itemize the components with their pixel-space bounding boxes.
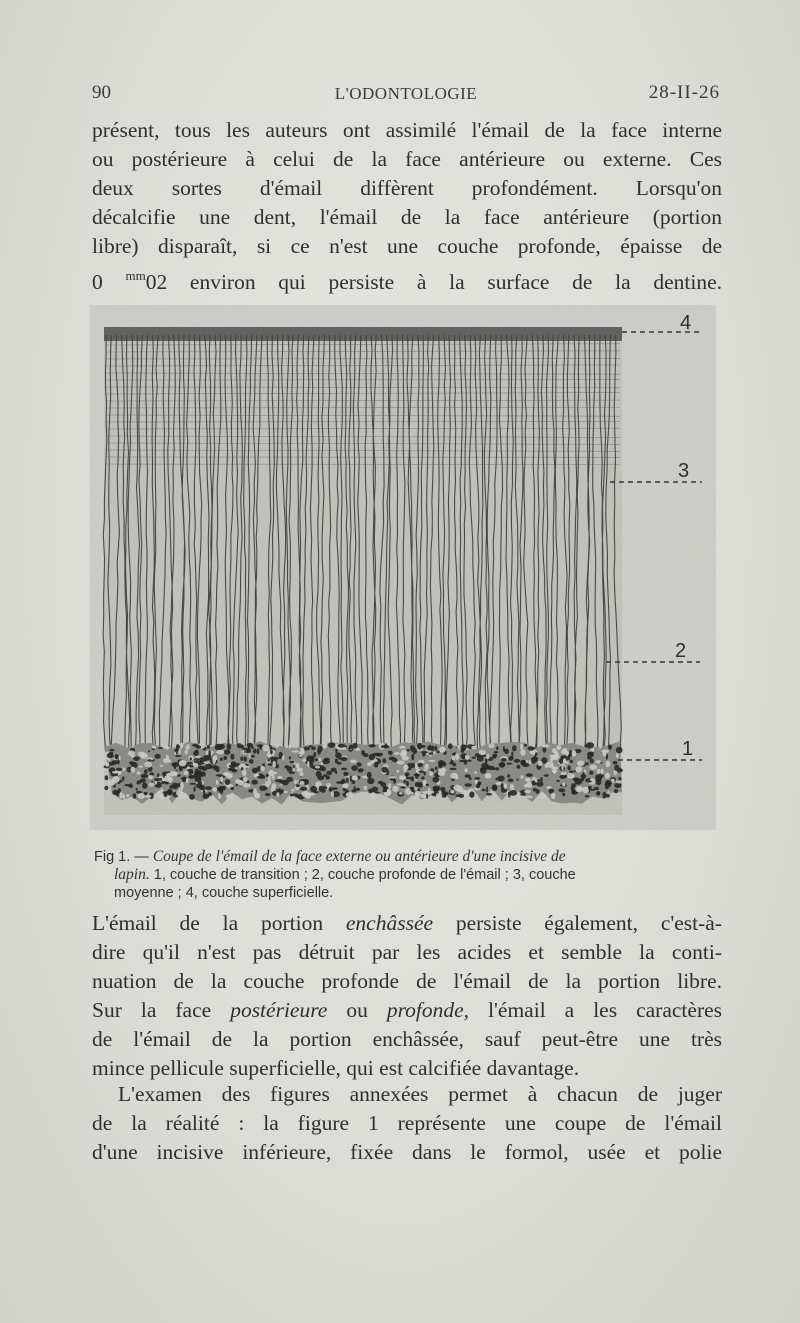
figure-caption [94,848,724,902]
text-fragment: Sur la face [92,998,231,1022]
label-1: 1 [682,738,694,760]
emphasis: enchâssée [345,911,434,935]
page-number: 90 [92,82,111,103]
text-line [92,996,722,1025]
text-line: dire qu'il n'est pas détruit par les acides et semble la conti- [92,940,722,964]
running-head [92,82,720,110]
measure-value: 0 [92,270,103,294]
text-fragment: l'émail a les caractères [469,998,723,1022]
measure-unit: mm [125,268,146,283]
label-3: 3 [678,460,690,482]
label-2: 2 [675,640,687,662]
paragraph-2 [92,909,722,1083]
text-line [92,261,722,297]
text-fragment: L'émail de la portion [92,911,346,935]
figure-enamel-section [90,305,716,830]
text-line: présent, tous les auteurs ont assimilé l'émail de la face interne [92,118,722,142]
text-line [92,909,722,938]
text-line: deux sortes d'émail diffèrent profondément. Lorsqu'on [92,176,722,200]
text-fragment: ou [327,998,387,1022]
caption-title-end: lapin. [114,866,150,883]
emphasis: profonde, [386,998,470,1022]
print-grain [90,305,716,830]
paragraph-1 [92,116,722,297]
text-line: ou postérieure à celui de la face antérieure ou externe. Ces [92,147,722,171]
caption-legend: 1, couche de transition ; 2, couche profonde de l'émail ; 3, couche [149,867,576,883]
text-line: de l'émail de la portion enchâssée, sauf peut-être une très [92,1027,722,1051]
text-fragment: 02 environ qui persiste à la surface de la dentine. [145,270,723,294]
text-line: de la réalité : la figure 1 représente une coupe de l'émail [92,1111,722,1135]
text-line: d'une incisive inférieure, fixée dans le formol, usée et polie [92,1140,722,1164]
caption-title: Coupe de l'émail de la face externe ou antérieure d'une incisive de [152,848,566,865]
text-line: L'examen des figures annexées permet à chacun de juger [118,1082,722,1106]
label-4: 4 [680,312,692,334]
caption-line: moyenne ; 4, couche superficielle. [114,885,334,901]
emphasis: postérieure [230,998,328,1022]
text-line: décalcifie une dent, l'émail de la face antérieure (portion [92,205,722,229]
issue-date: 28-II-26 [648,82,720,103]
figure-label: Fig 1. — [94,849,153,865]
enamel-section-illustration [90,305,716,830]
text-line: libre) disparaît, si ce n'est une couche profonde, épaisse de [92,234,722,258]
text-line: nuation de la couche profonde de l'émail de la portion libre. [92,969,722,993]
text-fragment: persiste également, c'est-à- [433,911,722,935]
caption-line [94,848,724,866]
journal-title: L'ODONTOLOGIE [334,84,478,103]
paragraph-3 [92,1080,722,1167]
text-line: mince pellicule superficielle, qui est calcifiée davantage. [92,1056,580,1080]
caption-line [94,866,724,884]
